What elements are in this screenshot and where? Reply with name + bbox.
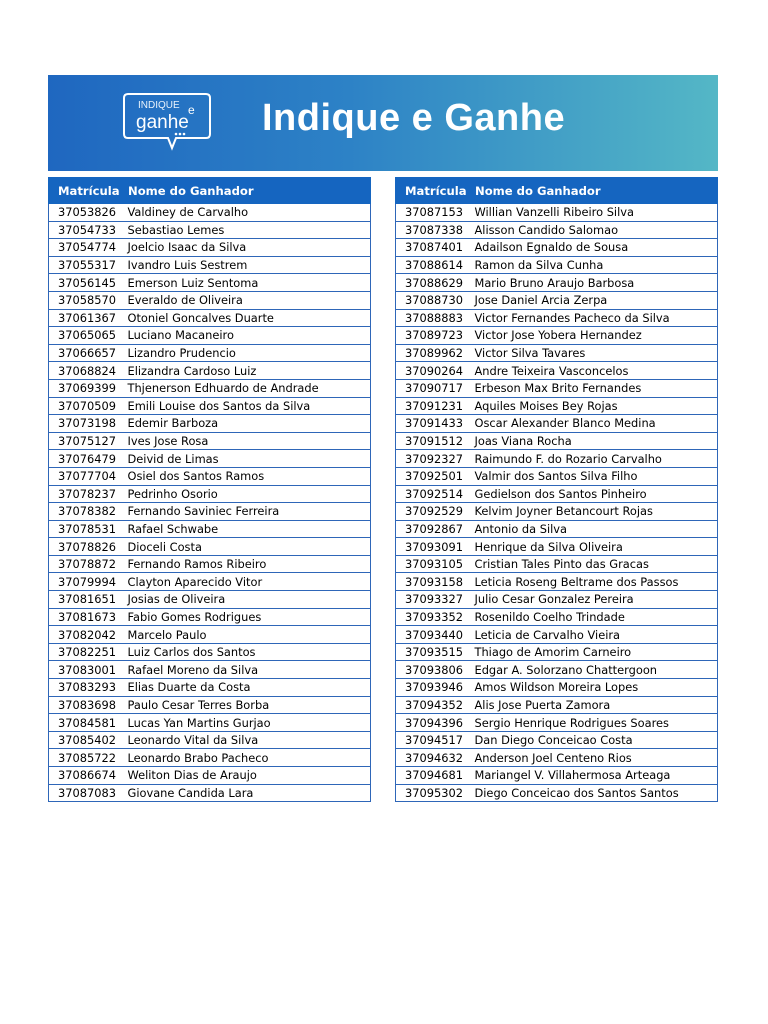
table-row [396, 573, 718, 591]
matricula-cell: 37087153 [396, 204, 466, 222]
svg-text:e: e [188, 103, 195, 117]
table-row [396, 555, 718, 573]
table-row [49, 274, 371, 292]
table-row [49, 379, 371, 397]
table-row [396, 379, 718, 397]
table-row [49, 784, 371, 802]
table-row [49, 749, 371, 767]
nome-cell: Mariangel V. Villahermosa Arteaga [466, 767, 718, 785]
table-row [396, 538, 718, 556]
table-row [396, 503, 718, 521]
table-row [396, 327, 718, 345]
nome-cell: Oscar Alexander Blanco Medina [466, 415, 718, 433]
header-matricula: Matrícula [49, 178, 119, 204]
table-row [396, 309, 718, 327]
matricula-cell: 37061367 [49, 309, 119, 327]
nome-cell: Josias de Oliveira [119, 591, 371, 609]
nome-cell: Joelcio Isaac da Silva [119, 239, 371, 257]
matricula-cell: 37086674 [49, 767, 119, 785]
nome-cell: Emerson Luiz Sentoma [119, 274, 371, 292]
nome-cell: Sebastiao Lemes [119, 221, 371, 239]
nome-cell: Lucas Yan Martins Gurjao [119, 714, 371, 732]
table-row [396, 784, 718, 802]
table-row [396, 467, 718, 485]
nome-cell: Valdiney de Carvalho [119, 204, 371, 222]
table-row [49, 291, 371, 309]
matricula-cell: 37090264 [396, 362, 466, 380]
table-row [49, 432, 371, 450]
matricula-cell: 37078872 [49, 555, 119, 573]
matricula-cell: 37078382 [49, 503, 119, 521]
matricula-cell: 37085402 [49, 731, 119, 749]
table-row [49, 714, 371, 732]
matricula-cell: 37054733 [49, 221, 119, 239]
nome-cell: Osiel dos Santos Ramos [119, 467, 371, 485]
matricula-cell: 37092529 [396, 503, 466, 521]
table-row [396, 731, 718, 749]
table-row [396, 520, 718, 538]
table-row [49, 503, 371, 521]
matricula-cell: 37073198 [49, 415, 119, 433]
matricula-cell: 37075127 [49, 432, 119, 450]
table-row [49, 344, 371, 362]
nome-cell: Jose Daniel Arcia Zerpa [466, 291, 718, 309]
table-row [396, 661, 718, 679]
winners-table-left [48, 177, 371, 802]
nome-cell: Everaldo de Oliveira [119, 291, 371, 309]
nome-cell: Cristian Tales Pinto das Gracas [466, 555, 718, 573]
nome-cell: Clayton Aparecido Vitor [119, 573, 371, 591]
matricula-cell: 37093515 [396, 643, 466, 661]
table-row [49, 467, 371, 485]
svg-text:ganhe: ganhe [136, 112, 189, 133]
matricula-cell: 37081673 [49, 608, 119, 626]
header-nome: Nome do Ganhador [466, 178, 718, 204]
nome-cell: Otoniel Goncalves Duarte [119, 309, 371, 327]
table-row [49, 731, 371, 749]
matricula-cell: 37082251 [49, 643, 119, 661]
nome-cell: Alisson Candido Salomao [466, 221, 718, 239]
matricula-cell: 37078826 [49, 538, 119, 556]
matricula-cell: 37085722 [49, 749, 119, 767]
matricula-cell: 37076479 [49, 450, 119, 468]
nome-cell: Joas Viana Rocha [466, 432, 718, 450]
matricula-cell: 37093105 [396, 555, 466, 573]
matricula-cell: 37065065 [49, 327, 119, 345]
table-row [49, 573, 371, 591]
matricula-cell: 37077704 [49, 467, 119, 485]
matricula-cell: 37092327 [396, 450, 466, 468]
matricula-cell: 37093352 [396, 608, 466, 626]
matricula-cell: 37093440 [396, 626, 466, 644]
table-header-row [49, 178, 371, 204]
matricula-cell: 37093946 [396, 679, 466, 697]
matricula-cell: 37068824 [49, 362, 119, 380]
nome-cell: Victor Jose Yobera Hernandez [466, 327, 718, 345]
table-row [49, 362, 371, 380]
matricula-cell: 37094681 [396, 767, 466, 785]
nome-cell: Edgar A. Solorzano Chattergoon [466, 661, 718, 679]
matricula-cell: 37087338 [396, 221, 466, 239]
page-title: Indique e Ganhe [262, 97, 566, 139]
nome-cell: Fabio Gomes Rodrigues [119, 608, 371, 626]
matricula-cell: 37084581 [49, 714, 119, 732]
nome-cell: Rafael Schwabe [119, 520, 371, 538]
nome-cell: Lizandro Prudencio [119, 344, 371, 362]
nome-cell: Antonio da Silva [466, 520, 718, 538]
nome-cell: Fernando Saviniec Ferreira [119, 503, 371, 521]
table-row [49, 485, 371, 503]
nome-cell: Weliton Dias de Araujo [119, 767, 371, 785]
table-row [49, 520, 371, 538]
matricula-cell: 37091512 [396, 432, 466, 450]
nome-cell: Emili Louise dos Santos da Silva [119, 397, 371, 415]
table-row [49, 626, 371, 644]
matricula-cell: 37058570 [49, 291, 119, 309]
table-row [49, 555, 371, 573]
matricula-cell: 37093327 [396, 591, 466, 609]
matricula-cell: 37082042 [49, 626, 119, 644]
matricula-cell: 37089723 [396, 327, 466, 345]
table-row [396, 696, 718, 714]
table-row [396, 274, 718, 292]
matricula-cell: 37093158 [396, 573, 466, 591]
header-matricula: Matrícula [396, 178, 466, 204]
matricula-cell: 37094517 [396, 731, 466, 749]
table-row [396, 643, 718, 661]
matricula-cell: 37083293 [49, 679, 119, 697]
table-row [49, 661, 371, 679]
matricula-cell: 37092514 [396, 485, 466, 503]
table-row [396, 485, 718, 503]
matricula-cell: 37092501 [396, 467, 466, 485]
matricula-cell: 37079994 [49, 573, 119, 591]
table-row [396, 432, 718, 450]
table-row [49, 309, 371, 327]
nome-cell: Raimundo F. do Rozario Carvalho [466, 450, 718, 468]
matricula-cell: 37078531 [49, 520, 119, 538]
table-row [396, 591, 718, 609]
matricula-cell: 37089962 [396, 344, 466, 362]
nome-cell: Leticia de Carvalho Vieira [466, 626, 718, 644]
table-row [396, 767, 718, 785]
matricula-cell: 37054774 [49, 239, 119, 257]
nome-cell: Deivid de Limas [119, 450, 371, 468]
table-row [396, 749, 718, 767]
nome-cell: Paulo Cesar Terres Borba [119, 696, 371, 714]
nome-cell: Andre Teixeira Vasconcelos [466, 362, 718, 380]
matricula-cell: 37094352 [396, 696, 466, 714]
nome-cell: Luciano Macaneiro [119, 327, 371, 345]
matricula-cell: 37087083 [49, 784, 119, 802]
table-row [396, 362, 718, 380]
nome-cell: Ives Jose Rosa [119, 432, 371, 450]
matricula-cell: 37069399 [49, 379, 119, 397]
nome-cell: Victor Fernandes Pacheco da Silva [466, 309, 718, 327]
matricula-cell: 37078237 [49, 485, 119, 503]
nome-cell: Edemir Barboza [119, 415, 371, 433]
table-row [49, 239, 371, 257]
nome-cell: Pedrinho Osorio [119, 485, 371, 503]
matricula-cell: 37094396 [396, 714, 466, 732]
nome-cell: Dan Diego Conceicao Costa [466, 731, 718, 749]
table-header-row [396, 178, 718, 204]
table-body [49, 204, 371, 802]
nome-cell: Ramon da Silva Cunha [466, 256, 718, 274]
table-row [396, 397, 718, 415]
matricula-cell: 37055317 [49, 256, 119, 274]
table-row [49, 591, 371, 609]
nome-cell: Elias Duarte da Costa [119, 679, 371, 697]
table-row [396, 679, 718, 697]
nome-cell: Giovane Candida Lara [119, 784, 371, 802]
nome-cell: Marcelo Paulo [119, 626, 371, 644]
nome-cell: Thjenerson Edhuardo de Andrade [119, 379, 371, 397]
table-row [396, 415, 718, 433]
nome-cell: Leonardo Brabo Pacheco [119, 749, 371, 767]
nome-cell: Kelvim Joyner Betancourt Rojas [466, 503, 718, 521]
matricula-cell: 37093091 [396, 538, 466, 556]
matricula-cell: 37088629 [396, 274, 466, 292]
matricula-cell: 37091231 [396, 397, 466, 415]
table-row [49, 221, 371, 239]
table-row [396, 256, 718, 274]
indique-ganhe-logo [122, 90, 212, 154]
nome-cell: Thiago de Amorim Carneiro [466, 643, 718, 661]
table-row [49, 450, 371, 468]
table-row [49, 415, 371, 433]
nome-cell: Henrique da Silva Oliveira [466, 538, 718, 556]
matricula-cell: 37056145 [49, 274, 119, 292]
matricula-cell: 37087401 [396, 239, 466, 257]
nome-cell: Adailson Egnaldo de Sousa [466, 239, 718, 257]
table-row [49, 767, 371, 785]
matricula-cell: 37066657 [49, 344, 119, 362]
table-row [49, 204, 371, 222]
table-row [396, 204, 718, 222]
matricula-cell: 37083698 [49, 696, 119, 714]
winners-table-right [395, 177, 718, 802]
table-row [49, 256, 371, 274]
nome-cell: Ivandro Luis Sestrem [119, 256, 371, 274]
nome-cell: Anderson Joel Centeno Rios [466, 749, 718, 767]
nome-cell: Diego Conceicao dos Santos Santos [466, 784, 718, 802]
nome-cell: Victor Silva Tavares [466, 344, 718, 362]
table-row [396, 239, 718, 257]
matricula-cell: 37088730 [396, 291, 466, 309]
table-row [49, 608, 371, 626]
table-row [49, 397, 371, 415]
nome-cell: Valmir dos Santos Silva Filho [466, 467, 718, 485]
matricula-cell: 37088614 [396, 256, 466, 274]
nome-cell: Amos Wildson Moreira Lopes [466, 679, 718, 697]
table-row [49, 679, 371, 697]
matricula-cell: 37092867 [396, 520, 466, 538]
matricula-cell: 37093806 [396, 661, 466, 679]
table-body [396, 204, 718, 802]
svg-text:INDIQUE: INDIQUE [138, 100, 180, 111]
nome-cell: Alis Jose Puerta Zamora [466, 696, 718, 714]
header-banner [48, 75, 718, 171]
matricula-cell: 37088883 [396, 309, 466, 327]
nome-cell: Leticia Roseng Beltrame dos Passos [466, 573, 718, 591]
matricula-cell: 37053826 [49, 204, 119, 222]
nome-cell: Rafael Moreno da Silva [119, 661, 371, 679]
nome-cell: Leonardo Vital da Silva [119, 731, 371, 749]
nome-cell: Julio Cesar Gonzalez Pereira [466, 591, 718, 609]
table-row [396, 626, 718, 644]
nome-cell: Aquiles Moises Bey Rojas [466, 397, 718, 415]
table-row [49, 327, 371, 345]
header-nome: Nome do Ganhador [119, 178, 371, 204]
nome-cell: Willian Vanzelli Ribeiro Silva [466, 204, 718, 222]
nome-cell: Luiz Carlos dos Santos [119, 643, 371, 661]
matricula-cell: 37094632 [396, 749, 466, 767]
table-row [49, 643, 371, 661]
nome-cell: Elizandra Cardoso Luiz [119, 362, 371, 380]
table-row [396, 450, 718, 468]
matricula-cell: 37090717 [396, 379, 466, 397]
nome-cell: Rosenildo Coelho Trindade [466, 608, 718, 626]
nome-cell: Gedielson dos Santos Pinheiro [466, 485, 718, 503]
table-row [49, 696, 371, 714]
matricula-cell: 37091433 [396, 415, 466, 433]
matricula-cell: 37095302 [396, 784, 466, 802]
nome-cell: Fernando Ramos Ribeiro [119, 555, 371, 573]
matricula-cell: 37081651 [49, 591, 119, 609]
nome-cell: Sergio Henrique Rodrigues Soares [466, 714, 718, 732]
nome-cell: Dioceli Costa [119, 538, 371, 556]
table-row [396, 344, 718, 362]
table-row [49, 538, 371, 556]
table-row [396, 608, 718, 626]
nome-cell: Erbeson Max Brito Fernandes [466, 379, 718, 397]
table-row [396, 221, 718, 239]
matricula-cell: 37083001 [49, 661, 119, 679]
matricula-cell: 37070509 [49, 397, 119, 415]
table-row [396, 291, 718, 309]
table-row [396, 714, 718, 732]
nome-cell: Mario Bruno Araujo Barbosa [466, 274, 718, 292]
